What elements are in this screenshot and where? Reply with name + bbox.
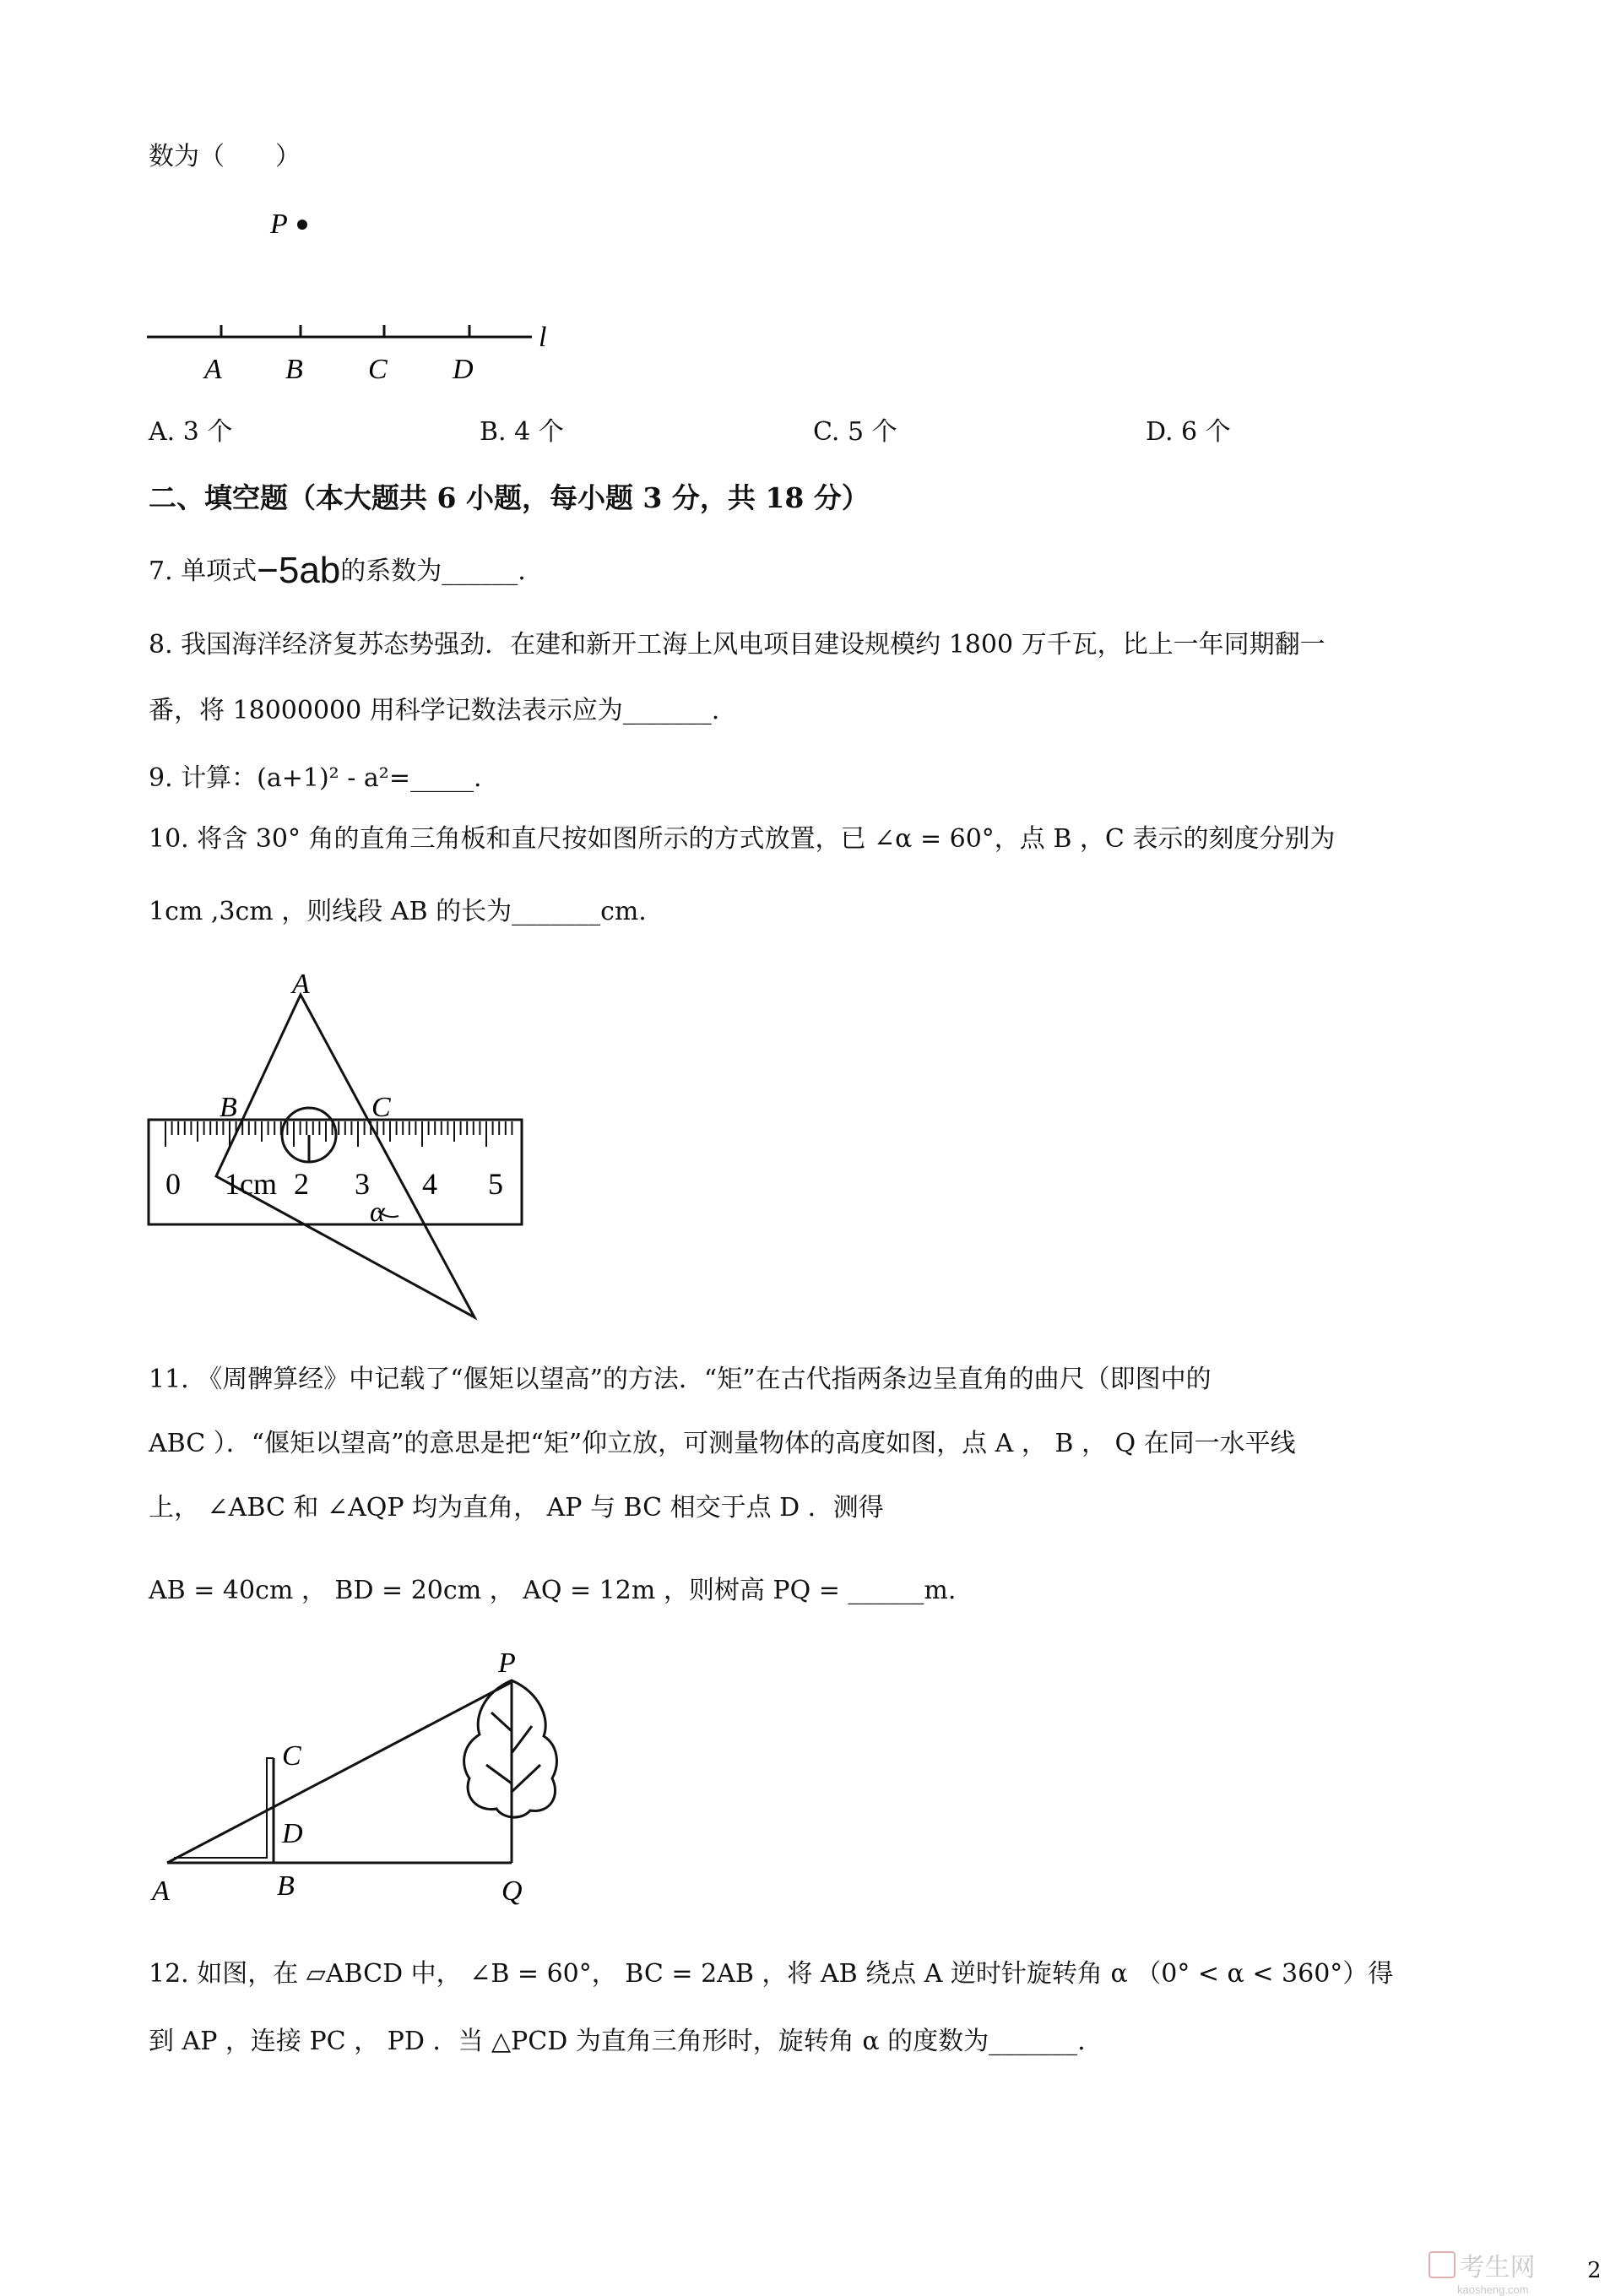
- watermark-name: 考生网: [1459, 2254, 1536, 2282]
- q7: [149, 550, 526, 591]
- q11-line3: 上， ∠ABC 和 ∠AQP 均为直角， AP 与 BC 相交于点 D ．测得: [149, 1493, 884, 1523]
- fig3-label-Q: Q: [501, 1875, 523, 1907]
- figure-triangle-ruler: [144, 963, 532, 1334]
- fig3-label-D: D: [282, 1818, 303, 1849]
- q10-line1: 10. 将含 30° 角的直角三角板和直尺按如图所示的方式放置，已 ∠α = 60°，点 B ，C 表示的刻度分别为: [149, 824, 1336, 854]
- fig1-label-P: P: [270, 209, 288, 240]
- q12-line2: 到 AP ，连接 PC ， PD ．当 △PCD 为直角三角形时，旋转角 α 的度数为_______.: [149, 2027, 1086, 2056]
- figure-point-line: [135, 194, 574, 397]
- q6-option-c: C. 5 个: [813, 417, 897, 447]
- page-number: 2: [1587, 2258, 1602, 2283]
- q10-line2: 1cm ,3cm ，则线段 AB 的长为_______cm.: [149, 897, 647, 926]
- q9: 9. 计算：(a+1)² - a²=_____.: [149, 763, 482, 793]
- fig2-ruler-ticks: [165, 1121, 512, 1147]
- q6-tail: 数为（ ）: [149, 142, 301, 171]
- section2-title: 二、填空题（本大题共 6 小题，每小题 3 分，共 18 分）: [149, 481, 870, 514]
- fig2-tick-label-0: 0: [165, 1167, 181, 1201]
- q12-line1: 12. 如图，在 ▱ABCD 中， ∠B = 60°， BC = 2AB ，将 AB 绕点 A 逆时针旋转角 α （0° < α < 360°）得: [149, 1959, 1394, 1989]
- q6-option-d: D. 6 个: [1146, 417, 1231, 447]
- fig2-tick-label-1: 1cm: [225, 1167, 277, 1201]
- fig3-sight-AP: [167, 1682, 512, 1863]
- q6-option-b: B. 4 个: [480, 417, 564, 447]
- fig2-tick-label-4: 4: [422, 1167, 437, 1201]
- fig3-label-A: A: [152, 1875, 170, 1907]
- fig2-label-A: A: [292, 969, 310, 1000]
- fig1-label-A: A: [204, 354, 222, 385]
- fig2-tick-label-2: 2: [294, 1167, 309, 1201]
- fig2-triangle: [216, 995, 474, 1317]
- q8-line2: 番，将 18000000 用科学记数法表示应为_______.: [149, 696, 720, 725]
- watermark: [1429, 2246, 1535, 2296]
- q6-option-a: A. 3 个: [149, 417, 233, 447]
- fig1-label-D: D: [453, 354, 474, 385]
- fig3-label-P: P: [498, 1647, 516, 1679]
- watermark-url: kaosheng.com: [1457, 2283, 1529, 2296]
- q7-pre: 7. 单项式: [149, 556, 258, 586]
- fig2-label-C: C: [371, 1092, 391, 1123]
- fig3-label-B: B: [277, 1870, 295, 1902]
- fig3-tree-branches: [486, 1713, 540, 1792]
- figure-tree-height: [144, 1647, 583, 1917]
- fig3-label-C: C: [282, 1740, 301, 1772]
- fig1-label-C: C: [368, 354, 388, 385]
- fig2-tick-label-5: 5: [488, 1167, 503, 1201]
- fig2-tick-label-3: 3: [355, 1167, 370, 1201]
- q11-line1: 11. 《周髀算经》中记载了“偃矩以望高”的方法．“矩”在古代指两条边呈直角的曲尺（即图中的: [149, 1365, 1212, 1394]
- fig2-label-B: B: [220, 1092, 237, 1123]
- fig1-label-l: l: [539, 322, 547, 353]
- q7-post: 的系数为______.: [340, 556, 526, 586]
- q7-expr: −5ab: [257, 550, 341, 591]
- fig2-label-alpha: α: [370, 1197, 385, 1228]
- fig1-point-P: [297, 220, 307, 230]
- q8-line1: 8. 我国海洋经济复苏态势强劲．在建和新开工海上风电项目建设规模约 1800 万千瓦，比上一年同期翻一: [149, 630, 1326, 659]
- q11-line2: ABC ）．“偃矩以望高”的意思是把“矩”仰立放，可测量物体的高度如图，点 A ， B ， Q 在同一水平线: [149, 1429, 1296, 1458]
- watermark-logo-icon: [1429, 2251, 1456, 2278]
- fig3-square-outer: [167, 1758, 274, 1863]
- q11-line4: AB = 40cm ， BD = 20cm ， AQ = 12m ，则树高 PQ = ______m.: [149, 1576, 957, 1605]
- fig3-square-inner: [174, 1758, 274, 1858]
- fig1-label-B: B: [285, 354, 303, 385]
